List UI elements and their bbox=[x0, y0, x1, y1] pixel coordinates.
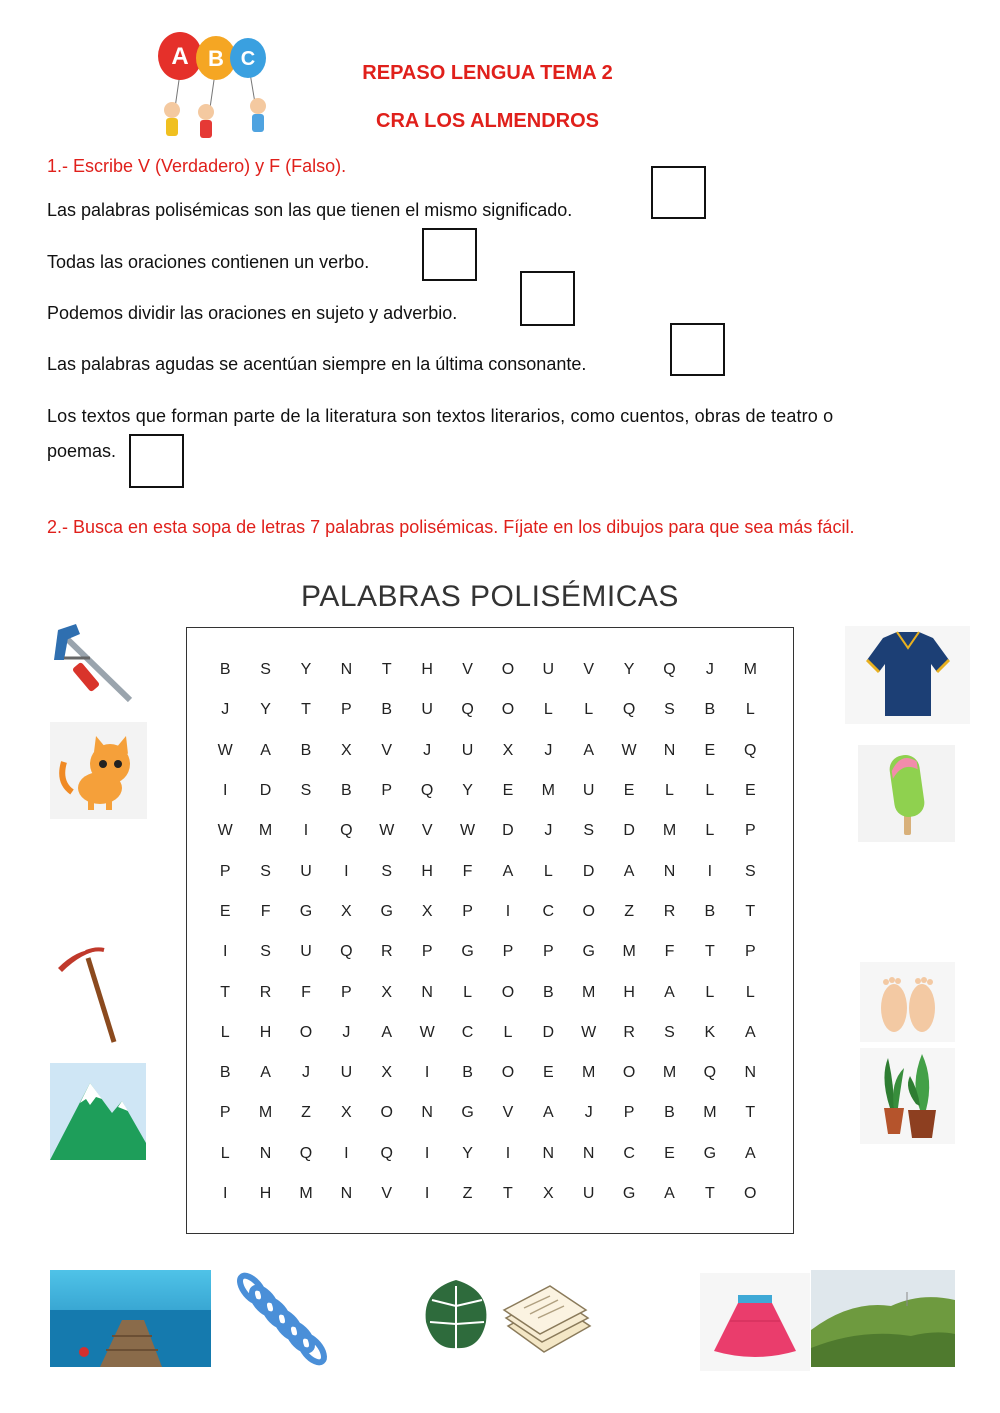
grid-cell[interactable]: X bbox=[341, 1104, 352, 1122]
grid-cell[interactable]: H bbox=[623, 983, 635, 1001]
grid-cell[interactable]: U bbox=[461, 741, 474, 759]
grid-cell[interactable]: E bbox=[704, 741, 716, 759]
grid-cell[interactable]: B bbox=[704, 701, 716, 719]
grid-cell[interactable]: G bbox=[461, 1104, 474, 1122]
grid-cell[interactable]: A bbox=[744, 1023, 756, 1041]
grid-row bbox=[205, 1053, 770, 1093]
grid-cell[interactable]: A bbox=[664, 983, 675, 1001]
grid-cell[interactable]: I bbox=[222, 1185, 228, 1202]
grid-cell[interactable]: Y bbox=[462, 782, 473, 800]
grid-row bbox=[205, 650, 770, 690]
grid-cell[interactable]: B bbox=[219, 1064, 231, 1082]
grid-cell[interactable]: W bbox=[459, 822, 476, 840]
grid-cell[interactable]: B bbox=[664, 1104, 675, 1122]
grid-cell[interactable]: P bbox=[421, 943, 433, 961]
page-subtitle: CRA LOS ALMENDROS bbox=[376, 110, 599, 132]
grid-cell[interactable]: F bbox=[301, 983, 311, 1001]
grid-cell[interactable]: L bbox=[705, 782, 715, 800]
word-search-grid bbox=[186, 627, 794, 1234]
grid-cell[interactable]: O bbox=[582, 902, 595, 920]
grid-cell[interactable]: A bbox=[502, 862, 514, 880]
grid-cell[interactable]: I bbox=[424, 1185, 430, 1202]
grid-cell[interactable]: R bbox=[380, 943, 393, 961]
grid-cell[interactable]: O bbox=[501, 1064, 515, 1082]
grid-cell[interactable]: A bbox=[583, 741, 595, 759]
grid-cell[interactable]: Q bbox=[299, 1144, 313, 1162]
grid-cell[interactable]: J bbox=[342, 1023, 351, 1041]
grid-row bbox=[205, 932, 770, 972]
grid-row bbox=[205, 811, 770, 851]
grid-cell[interactable]: M bbox=[582, 1064, 596, 1082]
grid-cell[interactable]: V bbox=[381, 1185, 393, 1202]
word-search-title: PALABRAS POLISÉMICAS bbox=[301, 580, 679, 613]
answer-box-2[interactable] bbox=[422, 228, 477, 281]
grid-cell[interactable]: N bbox=[421, 1104, 433, 1122]
grid-cell[interactable]: G bbox=[380, 902, 393, 920]
grid-cell[interactable]: C bbox=[542, 902, 555, 920]
grid-cell[interactable]: B bbox=[704, 902, 716, 920]
grid-cell[interactable]: B bbox=[381, 701, 393, 719]
grid-cell[interactable]: P bbox=[542, 943, 554, 961]
grid-cell[interactable]: W bbox=[621, 741, 637, 759]
grid-cell[interactable]: X bbox=[381, 1064, 393, 1082]
grid-cell[interactable]: P bbox=[462, 902, 473, 920]
grid-cell[interactable]: X bbox=[502, 741, 514, 759]
grid-row bbox=[205, 1174, 770, 1214]
grid-cell[interactable]: L bbox=[584, 701, 594, 719]
grid-cell[interactable]: A bbox=[542, 1104, 554, 1122]
grid-cell[interactable]: W bbox=[419, 1023, 435, 1041]
grid-cell[interactable]: T bbox=[704, 1185, 715, 1202]
grid-cell[interactable]: C bbox=[461, 1023, 474, 1041]
grid-cell[interactable]: L bbox=[543, 862, 553, 880]
grid-cell[interactable]: I bbox=[222, 943, 228, 961]
statement-5-continuation: poemas. bbox=[47, 441, 117, 461]
grid-cell[interactable]: P bbox=[341, 701, 352, 719]
grid-cell[interactable]: S bbox=[260, 943, 271, 961]
grid-cell[interactable]: P bbox=[219, 862, 231, 880]
grid-cell[interactable]: O bbox=[622, 1064, 636, 1082]
grid-cell[interactable]: N bbox=[259, 1144, 272, 1162]
answer-box-1[interactable] bbox=[651, 166, 706, 219]
balloon-letter-b: B bbox=[208, 46, 224, 71]
grid-cell[interactable]: T bbox=[745, 1104, 756, 1122]
grid-cell[interactable]: U bbox=[582, 1185, 595, 1202]
grid-cell[interactable]: G bbox=[299, 902, 313, 920]
grid-cell[interactable]: O bbox=[501, 661, 515, 679]
grid-cell[interactable]: P bbox=[623, 1104, 635, 1122]
grid-cell[interactable]: N bbox=[663, 862, 676, 880]
grid-cell[interactable]: O bbox=[299, 1023, 313, 1041]
pier-icon bbox=[50, 1270, 211, 1367]
cat-icon bbox=[50, 722, 147, 819]
grid-cell[interactable]: A bbox=[260, 741, 271, 759]
grid-cell[interactable]: Z bbox=[301, 1104, 311, 1122]
grid-cell[interactable]: Z bbox=[624, 902, 634, 920]
grid-cell[interactable]: U bbox=[582, 782, 595, 800]
grid-cell[interactable]: D bbox=[623, 822, 635, 840]
grid-cell[interactable]: V bbox=[583, 661, 595, 679]
grid-cell[interactable]: X bbox=[542, 1185, 554, 1202]
grid-cell[interactable]: O bbox=[744, 1185, 757, 1202]
grid-cell[interactable]: N bbox=[421, 983, 433, 1001]
grid-cell[interactable]: E bbox=[502, 782, 514, 800]
grid-cell[interactable]: S bbox=[664, 1023, 675, 1041]
grid-cell[interactable]: A bbox=[623, 862, 635, 880]
grid-cell[interactable]: J bbox=[544, 822, 553, 840]
statement-3: Podemos dividir las oraciones en sujeto y adverbio. bbox=[47, 303, 458, 323]
answer-box-5[interactable] bbox=[129, 434, 184, 488]
grid-cell[interactable]: I bbox=[424, 1144, 430, 1162]
grid-cell[interactable]: R bbox=[623, 1023, 635, 1041]
grid-cell[interactable]: A bbox=[664, 1185, 675, 1202]
grid-cell[interactable]: S bbox=[381, 862, 393, 880]
grid-row bbox=[205, 851, 770, 891]
grid-cell[interactable]: U bbox=[421, 701, 433, 719]
grid-cell[interactable]: X bbox=[421, 902, 433, 920]
grid-cell[interactable]: Y bbox=[623, 661, 635, 679]
grid-row bbox=[205, 972, 770, 1012]
mountain-icon bbox=[50, 1063, 146, 1160]
grid-cell[interactable]: B bbox=[341, 782, 352, 800]
spring-icon bbox=[230, 1267, 332, 1369]
grid-cell[interactable]: Z bbox=[462, 1185, 473, 1202]
answer-box-4[interactable] bbox=[670, 323, 725, 376]
grid-cell[interactable]: E bbox=[664, 1144, 675, 1162]
pickaxe-icon bbox=[52, 942, 132, 1047]
grid-cell[interactable]: E bbox=[623, 782, 635, 800]
grid-cell[interactable]: D bbox=[502, 822, 514, 840]
grid-cell[interactable]: R bbox=[663, 902, 676, 920]
grid-cell[interactable]: N bbox=[340, 661, 353, 679]
grid-cell[interactable]: Q bbox=[744, 741, 757, 759]
potted-plants-icon bbox=[860, 1048, 955, 1144]
grid-cell[interactable]: Q bbox=[622, 701, 636, 719]
grid-cell[interactable]: Q bbox=[420, 782, 434, 800]
grid-cell[interactable]: S bbox=[300, 782, 312, 800]
grid-cell[interactable]: W bbox=[379, 822, 395, 840]
grid-cell[interactable]: L bbox=[705, 822, 715, 840]
grid-cell[interactable]: S bbox=[260, 862, 271, 880]
balloon-letter-a: A bbox=[171, 43, 189, 70]
popsicle-icon bbox=[858, 745, 955, 842]
grid-cell[interactable]: P bbox=[744, 943, 756, 961]
grid-cell[interactable]: X bbox=[341, 741, 352, 759]
grid-cell[interactable]: T bbox=[301, 701, 311, 719]
grid-cell[interactable]: M bbox=[582, 983, 596, 1001]
statement-4: Las palabras agudas se acentúan siempre en la última consonante. bbox=[47, 354, 587, 374]
grid-cell[interactable]: L bbox=[665, 782, 674, 800]
statement-1: Las palabras polisémicas son las que tienen el mismo significado. bbox=[47, 200, 573, 220]
grid-cell[interactable]: A bbox=[260, 1064, 271, 1082]
clamp-icon bbox=[50, 620, 135, 705]
polo-shirt-icon bbox=[845, 626, 970, 724]
grid-cell[interactable]: A bbox=[744, 1144, 756, 1162]
grid-cell[interactable]: T bbox=[381, 661, 392, 679]
grid-cell[interactable]: L bbox=[220, 1144, 230, 1162]
grid-cell[interactable]: M bbox=[541, 782, 555, 800]
grid-cell[interactable]: M bbox=[258, 1104, 273, 1122]
grid-cell[interactable]: I bbox=[303, 822, 309, 840]
grid-cell[interactable]: O bbox=[501, 701, 515, 719]
grid-cell[interactable]: J bbox=[584, 1104, 593, 1122]
grid-cell[interactable]: N bbox=[582, 1144, 595, 1162]
grid-cell[interactable]: P bbox=[744, 822, 756, 840]
grid-cell[interactable]: W bbox=[217, 741, 233, 759]
grid-cell[interactable]: T bbox=[503, 1185, 513, 1202]
grid-cell[interactable]: I bbox=[344, 1144, 349, 1162]
grid-cell[interactable]: L bbox=[220, 1023, 230, 1041]
grid-cell[interactable]: M bbox=[743, 661, 757, 679]
grid-cell[interactable]: I bbox=[424, 1064, 430, 1082]
statement-5: Los textos que forman parte de la literatura son textos literarios, como cuentos, obras de teatro o bbox=[47, 406, 834, 426]
grid-cell[interactable]: G bbox=[582, 943, 595, 961]
grid-cell[interactable]: D bbox=[542, 1023, 555, 1041]
grid-cell[interactable]: P bbox=[502, 943, 514, 961]
grid-cell[interactable]: H bbox=[259, 1023, 272, 1041]
grid-cell[interactable]: X bbox=[381, 983, 393, 1001]
grid-cell[interactable]: L bbox=[745, 983, 755, 1001]
grid-cell[interactable]: M bbox=[703, 1104, 717, 1122]
grid-cell[interactable]: M bbox=[258, 822, 273, 840]
grid-cell[interactable]: S bbox=[583, 822, 595, 840]
grid-row bbox=[205, 731, 770, 771]
grid-cell[interactable]: Q bbox=[703, 1064, 717, 1082]
grid-cell[interactable]: B bbox=[542, 983, 554, 1001]
answer-box-3[interactable] bbox=[520, 271, 575, 326]
grid-cell[interactable]: B bbox=[300, 741, 312, 759]
grid-cell[interactable]: H bbox=[421, 862, 433, 880]
grid-cell[interactable]: J bbox=[705, 661, 714, 679]
grid-row bbox=[205, 1134, 770, 1174]
grid-cell[interactable]: U bbox=[542, 661, 555, 679]
grid-cell[interactable]: V bbox=[421, 822, 433, 840]
grid-cell[interactable]: S bbox=[260, 661, 271, 679]
grid-cell[interactable]: E bbox=[219, 902, 231, 920]
grid-cell[interactable]: Q bbox=[380, 1144, 393, 1162]
grid-cell[interactable]: G bbox=[461, 943, 474, 961]
grid-cell[interactable]: W bbox=[217, 822, 233, 840]
word-search-table bbox=[205, 650, 770, 1214]
grid-cell[interactable]: B bbox=[219, 661, 231, 679]
grid-row bbox=[205, 771, 770, 811]
grid-cell[interactable]: I bbox=[707, 862, 713, 880]
grid-cell[interactable]: I bbox=[505, 902, 511, 920]
grid-cell[interactable]: T bbox=[745, 902, 756, 920]
grid-row bbox=[205, 892, 770, 932]
grid-cell[interactable]: B bbox=[462, 1064, 473, 1082]
grid-cell[interactable]: P bbox=[219, 1104, 231, 1122]
grid-cell[interactable]: L bbox=[543, 701, 553, 719]
statement-2: Todas las oraciones contienen un verbo. bbox=[47, 252, 370, 272]
grid-cell[interactable]: M bbox=[299, 1185, 313, 1202]
grid-cell[interactable]: V bbox=[502, 1104, 514, 1122]
grid-cell[interactable]: J bbox=[301, 1064, 310, 1082]
balloon-letter-c: C bbox=[240, 48, 256, 70]
grid-cell[interactable]: K bbox=[704, 1023, 716, 1041]
grid-cell[interactable]: E bbox=[744, 782, 756, 800]
grid-cell[interactable]: Y bbox=[260, 701, 271, 719]
grid-cell[interactable]: O bbox=[501, 983, 515, 1001]
grid-cell[interactable]: I bbox=[222, 782, 228, 800]
grid-cell[interactable]: U bbox=[300, 943, 312, 961]
grid-cell[interactable]: L bbox=[745, 701, 755, 719]
grid-cell[interactable]: Y bbox=[300, 661, 312, 679]
grid-cell[interactable]: N bbox=[542, 1144, 555, 1162]
grid-cell[interactable]: U bbox=[340, 1064, 353, 1082]
grid-cell[interactable]: C bbox=[623, 1144, 635, 1162]
page-title: REPASO LENGUA TEMA 2 bbox=[362, 62, 613, 84]
skirt-icon bbox=[700, 1273, 810, 1371]
grid-cell[interactable]: Q bbox=[340, 943, 353, 961]
grid-cell[interactable]: Y bbox=[462, 1144, 473, 1162]
grid-cell[interactable]: M bbox=[662, 822, 677, 840]
grid-row bbox=[205, 1013, 770, 1053]
grid-cell[interactable]: T bbox=[220, 983, 231, 1001]
grid-cell[interactable]: F bbox=[462, 862, 473, 880]
grid-cell[interactable]: F bbox=[260, 902, 271, 920]
grid-cell[interactable]: U bbox=[300, 862, 312, 880]
grid-cell[interactable]: V bbox=[381, 741, 393, 759]
grid-cell[interactable]: J bbox=[544, 741, 553, 759]
feet-icon bbox=[860, 962, 955, 1042]
grid-cell[interactable]: L bbox=[705, 983, 715, 1001]
grid-cell[interactable]: L bbox=[463, 983, 472, 1001]
grid-row bbox=[205, 690, 770, 730]
grid-cell[interactable]: H bbox=[421, 661, 433, 679]
grid-cell[interactable]: L bbox=[503, 1023, 513, 1041]
paper-sheets-icon bbox=[498, 1280, 596, 1364]
grid-cell[interactable]: F bbox=[664, 943, 675, 961]
grid-cell[interactable]: A bbox=[381, 1023, 393, 1041]
grid-row bbox=[205, 1093, 770, 1133]
grid-cell[interactable]: I bbox=[344, 862, 349, 880]
grid-cell[interactable]: I bbox=[505, 1144, 511, 1162]
grid-cell[interactable]: M bbox=[662, 1064, 677, 1082]
hillside-icon bbox=[811, 1270, 955, 1367]
grid-cell[interactable]: S bbox=[744, 862, 756, 880]
grid-cell[interactable]: X bbox=[341, 902, 352, 920]
exercise2-instruction: 2.- Busca en esta sopa de letras 7 palabras polisémicas. Fíjate en los dibujos para que sea más fácil. bbox=[47, 517, 855, 537]
grid-cell[interactable]: W bbox=[581, 1023, 597, 1041]
grid-cell[interactable]: R bbox=[259, 983, 272, 1001]
grid-cell[interactable]: G bbox=[622, 1185, 636, 1202]
grid-cell[interactable]: P bbox=[341, 983, 352, 1001]
leaf-icon bbox=[420, 1276, 492, 1358]
grid-cell[interactable]: S bbox=[664, 701, 675, 719]
grid-cell[interactable]: Q bbox=[461, 701, 474, 719]
grid-cell[interactable]: Q bbox=[340, 822, 353, 840]
grid-cell[interactable]: N bbox=[663, 741, 676, 759]
grid-cell[interactable]: M bbox=[622, 943, 636, 961]
grid-cell[interactable]: E bbox=[542, 1064, 554, 1082]
grid-cell[interactable]: D bbox=[582, 862, 595, 880]
grid-cell[interactable]: O bbox=[380, 1104, 393, 1122]
grid-cell[interactable]: G bbox=[703, 1144, 717, 1162]
grid-cell[interactable]: P bbox=[381, 782, 393, 800]
grid-cell[interactable]: D bbox=[259, 782, 272, 800]
grid-cell[interactable]: J bbox=[423, 741, 432, 759]
exercise1-instruction: 1.- Escribe V (Verdadero) y F (Falso). bbox=[47, 156, 347, 176]
grid-cell[interactable]: N bbox=[340, 1185, 353, 1202]
grid-cell[interactable]: J bbox=[221, 701, 230, 719]
grid-cell[interactable]: V bbox=[462, 661, 473, 679]
grid-cell[interactable]: N bbox=[744, 1064, 757, 1082]
grid-cell[interactable]: T bbox=[704, 943, 715, 961]
grid-cell[interactable]: Q bbox=[663, 661, 676, 679]
grid-cell[interactable]: H bbox=[259, 1185, 272, 1202]
